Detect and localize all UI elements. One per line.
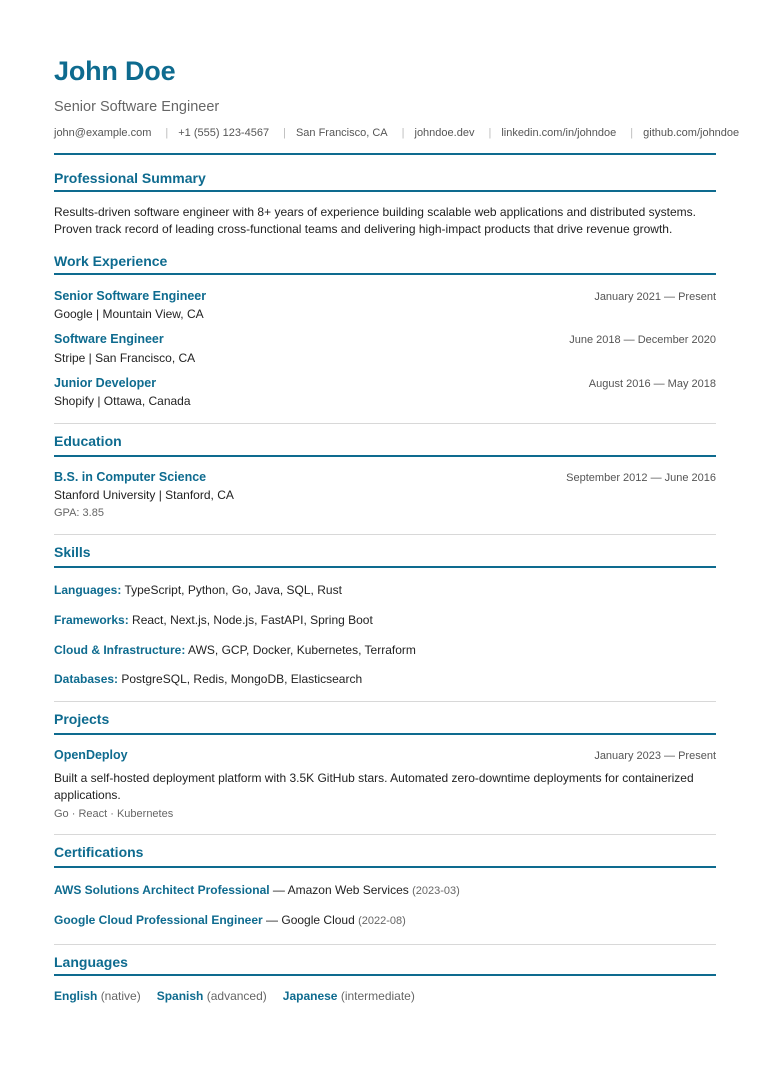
language-name: English [54,989,98,1003]
project-dates: January 2023 — Present [594,750,716,762]
job-company: Stripe | San Francisco, CA [54,351,196,365]
separator: | [630,127,634,139]
job-dates: June 2018 — December 2020 [569,334,716,346]
degree-title: B.S. in Computer Science [54,470,207,484]
contact-line [54,127,739,139]
skill-group [54,613,373,627]
section-underline [54,190,716,192]
project-header [54,748,716,762]
header-divider [54,153,716,155]
skill-items: React, Next.js, Node.js, FastAPI, Spring Boot [132,613,373,627]
skill-label: Languages: [54,583,122,597]
job-dates: January 2021 — Present [594,291,716,303]
language-name: Spanish [156,989,204,1003]
section-underline [54,974,716,976]
section-heading-languages: Languages [54,954,128,970]
job-header [54,289,716,303]
separator: | [283,127,286,139]
section-underline [54,455,716,457]
skill-items: PostgreSQL, Redis, MongoDB, Elasticsearch [121,672,363,686]
skill-label: Databases: [54,672,119,686]
cert-issuer: — Amazon Web Services [269,883,413,897]
project-name: OpenDeploy [54,748,128,762]
language-name: Japanese [282,989,338,1003]
job-header [54,376,716,390]
language-list [54,989,431,1003]
skill-items: TypeScript, Python, Go, Java, SQL, Rust [124,583,342,597]
cert-issuer: — Google Cloud [262,913,359,927]
education-dates: September 2012 — June 2016 [566,472,716,484]
section-heading-skills: Skills [54,544,91,560]
section-heading-projects: Projects [54,711,110,727]
job-company: Google | Mountain View, CA [54,307,204,321]
project-description: Built a self-hosted deployment platform with 3.5K GitHub stars. Automated zero-downtime deployments for containerized applications. [54,771,694,802]
contact-phone[interactable]: +1 (555) 123-4567 [178,127,270,139]
section-divider [54,534,716,535]
separator: | [488,127,492,139]
school-name: Stanford University | Stanford, CA [54,488,234,502]
language-level: (intermediate) [340,989,415,1003]
cert-date: (2023-03) [412,885,460,897]
job-title: Junior Developer [54,376,157,390]
job-company: Shopify | Ottawa, Canada [54,394,191,408]
section-divider [54,701,716,702]
section-heading-education: Education [54,433,122,449]
skill-group [54,672,362,686]
gpa: GPA: 3.85 [54,507,104,519]
cert-date: (2022-08) [358,915,406,927]
section-divider [54,834,716,835]
education-header [54,470,716,484]
job-title: Senior Software Engineer [54,289,207,303]
section-heading-experience: Work Experience [54,253,168,269]
section-underline [54,566,716,568]
contact-linkedin[interactable]: linkedin.com/in/johndoe [501,127,617,139]
job-title: Software Engineer [54,332,164,346]
language-item [157,989,267,1003]
certification-item [54,913,406,927]
section-underline [54,866,716,868]
section-divider [54,944,716,945]
skill-group [54,583,342,597]
job-dates: August 2016 — May 2018 [588,378,716,390]
candidate-title: Senior Software Engineer [54,99,220,115]
section-underline [54,733,716,735]
summary-text: Results-driven software engineer with 8+ years of experience building scalable web applications and distributed systems. Proven track record of leading cross-functional teams and delivering high-impact products that drive revenue growth. [54,205,697,236]
job-header [54,332,716,346]
contact-github[interactable]: github.com/johndoe [643,127,740,139]
skill-label: Cloud & Infrastructure: [54,643,186,657]
contact-website[interactable]: johndoe.dev [414,127,475,139]
section-heading-certifications: Certifications [54,844,144,860]
section-heading-summary: Professional Summary [54,170,206,186]
contact-email[interactable]: john@example.com [54,127,152,139]
skill-items: AWS, GCP, Docker, Kubernetes, Terraform [188,643,416,657]
cert-name: AWS Solutions Architect Professional [54,883,270,897]
project-tech: Go · React · Kubernetes [54,808,174,820]
section-underline [54,273,716,275]
separator: | [165,127,169,139]
language-level: (advanced) [206,989,267,1003]
separator: | [401,127,405,139]
certification-item [54,883,460,897]
candidate-name: John Doe [54,56,176,86]
contact-location: San Francisco, CA [295,127,388,139]
language-item [54,989,141,1003]
language-level: (native) [100,989,141,1003]
cert-name: Google Cloud Professional Engineer [54,913,263,927]
skill-label: Frameworks: [54,613,129,627]
section-divider [54,423,716,424]
skill-group [54,643,416,657]
language-item [283,989,415,1003]
